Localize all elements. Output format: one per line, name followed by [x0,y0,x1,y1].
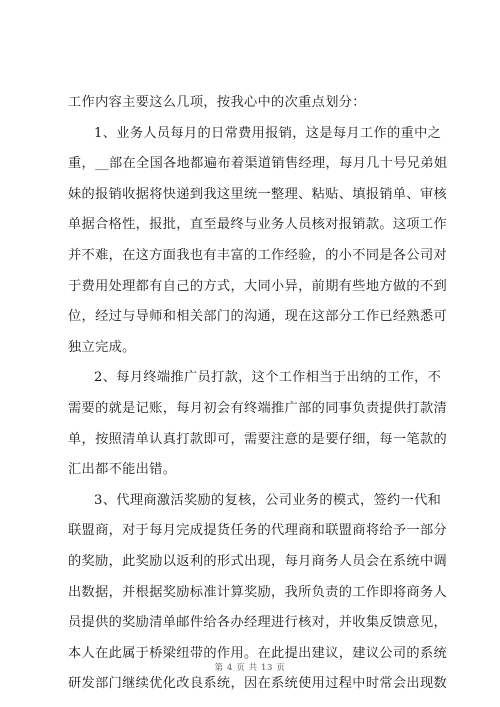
text-line: 联盟商，对于每月完成提货任务的代理商和联盟商将给予一部分 [68,523,448,539]
page-number-footer: 第 4 页 共 13 页 [214,663,286,673]
text-line: 单据合格性，报批，直至最终与业务人员核对报销款。这项工作 [68,217,448,233]
text-line: 工作内容主要这么几项，按我心中的次重点划分： [68,95,366,110]
text-line: 的奖励，此奖励以返利的形式出现，每月商务人员会在系统中调 [68,553,448,569]
text-line: 于费用处理都有自己的方式，大同小异，前期有些地方做的不到 [68,278,448,294]
text-line: 3、代理商激活奖励的复核，公司业务的模式，签约一代和 [94,492,442,508]
text-line: 员提供的奖励清单邮件给各办经理进行核对，并收集反馈意见， [68,615,448,631]
text-line: 2、每月终端推广员打款，这个工作相当于出纳的工作，不 [94,370,442,386]
text-line: 重，__部在全国各地都遍布着渠道销售经理，每月几十号兄弟姐 [68,156,448,172]
text-line: 需要的就是记账，每月初会有终端推广部的同事负责提供打款清 [68,400,448,416]
document-body [68,88,448,700]
text-line: 妹的报销收据将快递到我这里统一整理、粘贴、填报销单、审核 [68,186,448,202]
text-line: 独立完成。 [68,339,136,355]
text-line: 出数据，并根据奖励标准计算奖励，我所负责的工作即将商务人 [68,584,448,600]
text-line: 位，经过与导师和相关部门的沟通，现在这部分工作已经熟悉可 [68,309,448,325]
text-line: 本人在此属于桥梁纽带的作用。在此提出建议，建议公司的系统 [68,645,448,661]
text-line: 研发部门继续优化改良系统，因在系统使用过程中时常会出现数 [68,676,448,692]
text-line: 单，按照清单认真打款即可，需要注意的是要仔细，每一笔款的 [68,431,448,447]
text-line: 汇出都不能出错。 [68,462,177,478]
text-line: 1、业务人员每月的日常费用报销，这是每月工作的重中之 [94,125,442,141]
text-line: 并不难，在这方面我也有丰富的工作经验，的小不同是各公司对 [68,247,448,263]
